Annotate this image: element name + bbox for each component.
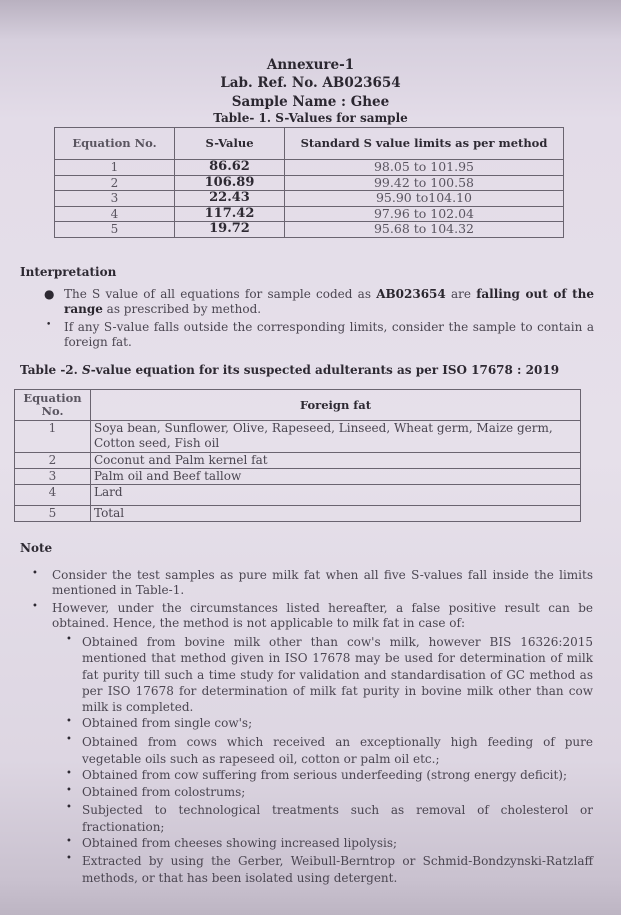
note-sub-item: Subjected to technological treatments such as removal of cholesterol or fractionation;: [82, 803, 593, 834]
s-value: 22.43: [175, 191, 285, 207]
s-values-table: [54, 127, 564, 238]
bullet-icon: ●: [44, 287, 55, 301]
table-row: [55, 191, 564, 207]
note-sub-item: Obtained from cheeses showing increased lipolysis;: [82, 836, 398, 850]
bullet-icon: •: [66, 836, 72, 847]
bullet-icon: •: [66, 853, 72, 864]
s-value: 86.62: [175, 160, 285, 176]
bullet-icon: •: [66, 785, 72, 796]
note-sub-item: Obtained from cows which received an exceptionally high feeding of pure vegetable oils such as rapeseed oil, cotton or palm oil etc.;: [82, 735, 593, 766]
foreign-fat: Coconut and Palm kernel fat: [91, 453, 581, 469]
table-row: [55, 160, 564, 176]
bullet-icon: •: [66, 768, 72, 779]
equation-no: 3: [55, 191, 175, 207]
equation-no: 5: [55, 222, 175, 238]
header-foreign-fat: Foreign fat: [91, 390, 581, 421]
equation-no: 2: [15, 453, 91, 469]
equation-no: 5: [15, 506, 91, 522]
foreign-fat: Soya bean, Sunflower, Olive, Rapeseed, Linseed, Wheat germ, Maize germ, Cotton seed, Fish oil: [91, 421, 581, 453]
table-row: [15, 453, 581, 469]
note-sub-item: Obtained from single cow's;: [82, 716, 253, 730]
annexure-title: Annexure-1: [266, 57, 355, 73]
limits: 97.96 to 102.04: [285, 206, 564, 222]
bullet-icon: •: [32, 601, 38, 612]
limits: 99.42 to 100.58: [285, 175, 564, 191]
table-row: [15, 485, 581, 506]
bullet-icon: •: [66, 734, 72, 745]
bullet-icon: •: [32, 568, 38, 579]
table-row: [55, 175, 564, 191]
sample-code: AB023654: [376, 287, 446, 301]
table-row: [15, 506, 581, 522]
limits: 95.90 to104.10: [285, 191, 564, 207]
equation-no: 2: [55, 175, 175, 191]
out-of-range-emphasis: falling out of the range: [64, 287, 595, 316]
table-header-row: [55, 128, 564, 160]
interpretation-item: The S value of all equations for sample coded as AB023654 are falling out of the range as prescribed by method.: [64, 287, 595, 316]
table2-caption: Table -2. S-value equation for its suspected adulterants as per ISO 17678 : 2019: [20, 363, 560, 377]
s-value: 117.42: [175, 206, 285, 222]
s-value: 106.89: [175, 175, 285, 191]
equation-no: 4: [55, 206, 175, 222]
table-row: [15, 469, 581, 485]
note-sub-item: Obtained from bovine milk other than cow's milk, however BIS 16326:2015 mentioned that method given in ISO 17678 may be used for determination of milk fat purity till such a time study for validation and standardisation of GC method as per ISO 17678 for determination of milk fat purity in bovine milk other than cow milk is completed.: [82, 635, 593, 715]
equation-no: 3: [15, 469, 91, 485]
equation-no: 4: [15, 485, 91, 506]
interpretation-heading: Interpretation: [20, 265, 117, 279]
bullet-icon: •: [66, 802, 72, 813]
interpretation-item: If any S-value falls outside the corresponding limits, consider the sample to contain a foreign fat.: [64, 320, 594, 349]
table1-caption: Table- 1. S-Values for sample: [213, 111, 408, 125]
note-heading: Note: [20, 541, 53, 555]
table-row: [55, 222, 564, 238]
bullet-icon: •: [66, 716, 72, 727]
sample-name: Sample Name : Ghee: [231, 94, 390, 110]
header-equation-no: Equation No.: [55, 128, 175, 160]
header-limits: Standard S value limits as per method: [285, 128, 564, 160]
foreign-fat: Palm oil and Beef tallow: [91, 469, 581, 485]
foreign-fat-table: [14, 389, 581, 522]
header-equation-no: Equation No.: [15, 390, 91, 421]
foreign-fat: Total: [91, 506, 581, 522]
s-value: 19.72: [175, 222, 285, 238]
limits: 98.05 to 101.95: [285, 160, 564, 176]
note-sub-item: Obtained from cow suffering from serious underfeeding (strong energy deficit);: [82, 768, 568, 782]
lab-ref-number: Lab. Ref. No. AB023654: [220, 75, 401, 91]
table-row: [55, 206, 564, 222]
foreign-fat: Lard: [91, 485, 581, 506]
equation-no: 1: [15, 421, 91, 453]
note-sub-item: Obtained from colostrums;: [82, 785, 246, 799]
note-item: Consider the test samples as pure milk fat when all five S-values fall inside the limits mentioned in Table-1.: [52, 568, 593, 597]
note-sub-item: Extracted by using the Gerber, Weibull-Berntrop or Schmid-Bondzynski-Ratzlaff methods, or that has been isolated using detergent.: [82, 854, 593, 885]
bullet-icon: •: [66, 634, 72, 645]
header-s-value: S-Value: [175, 128, 285, 160]
bullet-icon: •: [46, 320, 52, 330]
limits: 95.68 to 104.32: [285, 222, 564, 238]
note-item: However, under the circumstances listed hereafter, a false positive result can be obtained. Hence, the method is not applicable to milk fat in case of:: [52, 601, 593, 630]
equation-no: 1: [55, 160, 175, 176]
table-row: [15, 421, 581, 453]
table-header-row: [15, 390, 581, 421]
